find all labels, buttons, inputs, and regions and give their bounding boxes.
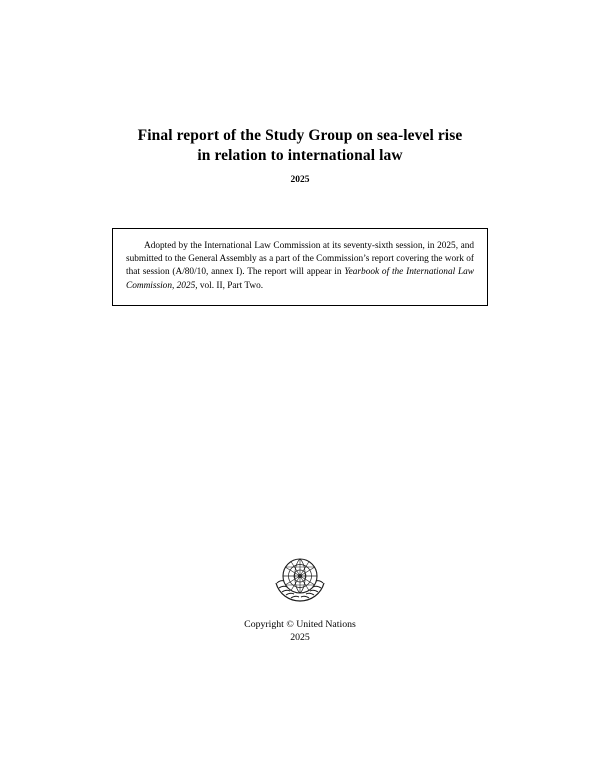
page-title [0,126,600,166]
united-nations-emblem [0,552,600,609]
notice-text-italic: Yearbook of the International Law Commission, 2025 [126,267,474,291]
notice-text-part-2: , vol. II, Part Two. [195,280,264,291]
notice-text-part-1: Adopted by the International Law Commission at its seventy-sixth session, in 2025, and submitted to the General Assembly as a part of the Commission’s report covering the work of that session (A/80/10, annex I). The report will appear in [126,241,474,278]
copyright-block [0,618,600,644]
copyright-line-2: 2025 [290,632,310,644]
un-emblem-icon [269,552,331,604]
page-title-line-2: in relation to international law [197,146,403,164]
adoption-notice-text [126,240,474,293]
copyright-line-1: Copyright © United Nations [244,619,356,630]
page-title-line-1: Final report of the Study Group on sea-level rise [137,127,463,144]
adoption-notice-box [112,228,488,306]
document-year: 2025 [290,174,310,185]
title-block [0,126,600,185]
